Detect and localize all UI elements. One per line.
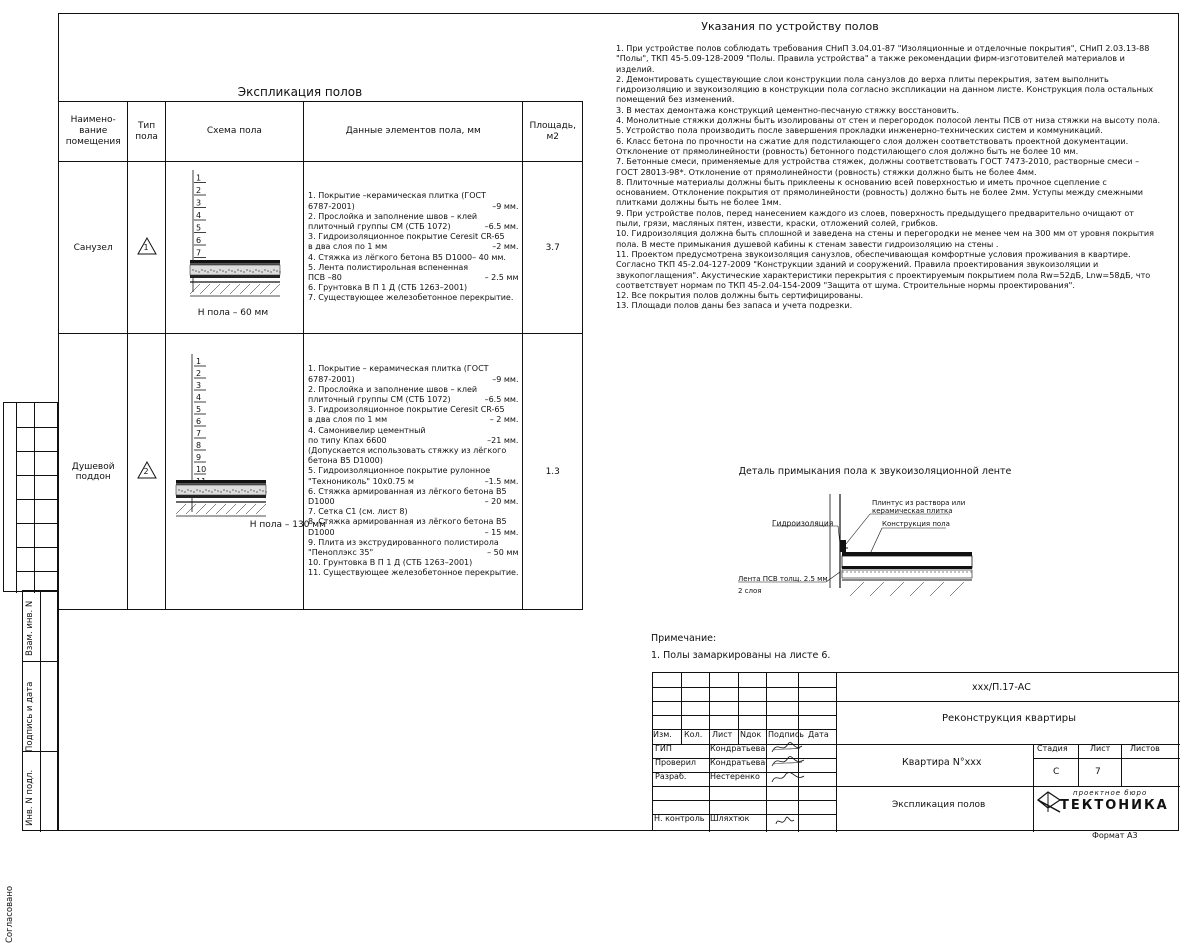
col-header-count: Кол.: [684, 730, 703, 739]
layer-line: 1. Покрытие – керамическая плитка (ГОСТ: [308, 364, 489, 374]
name-checked: Кондратьева: [710, 758, 766, 767]
layer-line: 9. Плита из экструдированного полистирола: [308, 537, 499, 547]
glue-layer: [176, 483, 266, 485]
role-norm-control: Н. контроль: [654, 814, 705, 823]
floor-scheme-cell: [165, 162, 303, 334]
layer-line: плиточный группы СМ (СТБ 1072) –6.5 мм.: [308, 221, 519, 231]
note-item: 11. Проектом предусмотрена звукоизоляция санузлов, обеспечивающая комфортные условия проживания в квартире. Согласно ТКП 45-2.04-127-2009 "Конструкции зданий и сооружений. Правила проектирования звукоизоляции и звукопоглащения". Акустические характеристики перекрытия с проектируемым покрытием пола Rw=52дБ, Lnw=58дБ, что соответствует нормам по ТКП 45-2.04-154-2009 "Защита от шума. Строительные нормы проектирования".: [616, 248, 1151, 290]
col-header-doc: Nдок: [740, 730, 762, 739]
company-name: ТЕКТОНИКА: [1060, 798, 1169, 813]
format-label: Формат А3: [1092, 831, 1138, 840]
layer-line: 8. Стяжка армированная из лёгкого бетона В5: [308, 517, 507, 527]
note-item: 2. Демонтировать существующие слои конструкции пола санузлов до верха плиты перекрытия, затем выполнить гидроизоляцию и звукоизоляцию в конструкции пола согласно экспликации на данном листе. Конструкция пола остальных помещений без изменений.: [616, 73, 1154, 105]
layer-number: 7: [195, 429, 201, 438]
screed-layer: [190, 265, 280, 275]
tape-label-2: 2 слоя: [738, 587, 762, 595]
layer-number: 5: [195, 223, 201, 233]
project-name: Реконструкция квартиры: [942, 713, 1076, 724]
layer-number: 4: [195, 211, 201, 220]
layer-line: 4. Самонивелир цементный: [308, 425, 426, 435]
screed-layer: [176, 485, 266, 495]
layer-line: плиточный группы СМ (СТБ 1072) –6.5 мм.: [308, 394, 519, 404]
remark-heading: Примечание:: [651, 633, 717, 644]
room-name: Душевой поддон: [59, 334, 128, 610]
sign-date-label: Подпись и дата: [25, 681, 35, 752]
layer-number: 1: [195, 173, 201, 183]
layer-number: 1: [195, 357, 201, 366]
layer-number: 9: [195, 453, 201, 462]
note-item: 1. При устройстве полов соблюдать требования СНиП 3.04.01-87 "Изоляционные и отделочные покрытия", СНиП 2.03.13-88 "Полы", ТКП 45-5.09-128-2009 "Полы. Правила устройства" а также рекомендации фирм-изготовителей материалов и изделий.: [616, 43, 1150, 74]
name-norm-control: Шляхтюк: [710, 814, 750, 823]
stage-label: Стадия: [1037, 744, 1068, 753]
name-gip: Кондратьева: [710, 744, 766, 753]
layer-line: "Технониколь" 10х0.75 м –1.5 мм.: [308, 476, 519, 486]
col-header-sheet: Лист: [712, 730, 733, 739]
waterproof-label: Гидроизоляция: [772, 519, 834, 528]
floor-scheme-diagram: [166, 334, 311, 610]
note-item: 8. Плиточные материалы должны быть приклеены к основанию всей поверхностью и иметь прочное сцепление с основанием. Отклонение покрытия от прямолинейности (ровность) должно быть не более 2мм. Уступы между смежными плитками должны быть не более 1мм.: [616, 176, 1144, 208]
col-header-change: Изм.: [653, 730, 672, 739]
note-item: 3. В местах демонтажа конструкций цементно-песчаную стяжку восстановить.: [616, 104, 960, 115]
room-name: Санузел: [59, 162, 128, 334]
floor-construction-label: Конструкция пола: [882, 520, 950, 528]
floor-type-marker: [137, 461, 157, 479]
layers-cell: [304, 162, 523, 334]
note-item: 4. Монолитные стяжки должны быть изолированы от стен и перегородок полосой ленты ПСВ от низа стяжки на высоту пола.: [616, 115, 1161, 126]
document-code: ххх/П.17-АС: [972, 682, 1031, 693]
name-developed: Нестеренко: [710, 772, 760, 781]
sheets-label: Листов: [1130, 744, 1160, 753]
note-item: 10. Гидроизоляция должна быть сплошной и заведена на стены и перегородки не менее чем на 300 мм от уровня покрытия пола. В месте примыкания душевой кабины к стенам завести гидроизоляцию на стены .: [616, 228, 1154, 249]
primer-layer: [190, 275, 280, 278]
table-header-row: [59, 102, 583, 162]
layer-number: 5: [195, 405, 201, 414]
explication-table: [58, 101, 583, 610]
role-checked: Проверил: [655, 758, 697, 767]
layer-line: 5. Лента полистирольная вспененная: [308, 262, 469, 272]
layer-line: 11. Существующее железобетонное перекрытие.: [308, 568, 519, 578]
layer-line: 7. Существующее железобетонное перекрытие.: [308, 293, 514, 303]
notes-list: [616, 43, 1161, 311]
note-item: 5. Устройство пола производить после завершения прокладки инженерно-технических систем и коммуникаций.: [616, 125, 1103, 136]
layers-list: [306, 191, 520, 303]
layers-cell: [304, 334, 523, 610]
layer-number: 4: [195, 393, 201, 402]
scheme-height-caption: H пола – 130 мм: [249, 520, 326, 530]
layer-number: 10: [195, 465, 206, 474]
company-logo-icon: [1036, 788, 1062, 814]
floor-type-number: 2: [143, 467, 149, 476]
floor-type-number: 1: [143, 243, 149, 252]
layer-line: 6. Стяжка армированная из лёгкого бетона В5: [308, 486, 507, 496]
layer-line: 6787-2001) –9 мм.: [308, 201, 519, 211]
floor-type-marker: [137, 237, 157, 255]
explication-title: Экспликация полов: [237, 85, 363, 99]
inv-no-label: Инв. N подл.: [25, 769, 35, 826]
table-row: [59, 334, 583, 610]
layer-line: 6. Грунтовка В П 1 Д (СТБ 1263–2001): [308, 283, 468, 293]
role-gip: ГИП: [655, 744, 672, 753]
col-scheme-header: Схема пола: [165, 102, 303, 162]
area-value: 3.7: [523, 162, 583, 334]
sheet-name: Экспликация полов: [892, 800, 986, 810]
floor-scheme-cell: [165, 334, 326, 610]
tape-label: Лента ПСВ толщ. 2.5 мм: [738, 575, 828, 583]
layer-line: D1000 – 20 мм.: [308, 497, 519, 506]
tile-layer: [190, 260, 280, 263]
col-header-sign: Подпись: [768, 730, 804, 739]
stage-value: С: [1053, 767, 1060, 777]
layer-number: 8: [195, 441, 201, 450]
primer-layer: [176, 495, 266, 498]
layer-line: (Допускается использовать стяжку из лёгкого: [308, 445, 507, 455]
company-subtitle: проектное бюро: [1073, 789, 1148, 797]
layers-list: [306, 364, 520, 578]
layer-number: 3: [195, 198, 201, 208]
col-area-header: Площадь, м2: [523, 102, 583, 162]
floor-type-cell: [128, 334, 165, 610]
note-item: 6. Класс бетона по прочности на сжатие для подстилающего слоя должен соответствовать проектной документации. Отклонение от прямолинейности (ровность) бетонного подстилающего слоя должно быть не более 10 мм.: [616, 135, 1129, 156]
layer-line: 1. Покрытие –керамическая плитка (ГОСТ: [308, 191, 487, 201]
col-data-header: Данные элементов пола, мм: [304, 102, 523, 162]
layer-number: 6: [195, 417, 201, 426]
note-item: 13. Площади полов даны без запаса и учета подрезки.: [616, 300, 853, 311]
object-name: Квартира N°ххх: [902, 757, 982, 768]
layer-line: 6787-2001) –9 мм.: [308, 374, 519, 384]
replace-inv-label: Взам. инв. N: [25, 600, 35, 656]
layer-number: 7: [195, 248, 201, 258]
area-value: 1.3: [523, 334, 583, 610]
floor-type-cell: [128, 162, 165, 334]
scheme-height-caption: H пола – 60 мм: [197, 308, 269, 318]
layer-line: "Пеноплэкс 35" – 50 мм: [308, 548, 519, 558]
layer-line: 7. Сетка С1 (см. лист 8): [308, 507, 408, 517]
col-room-header: Наимено- вание помещения: [59, 102, 128, 162]
sheet-value: 7: [1095, 767, 1101, 777]
layer-line: по типу Кпаx 6600 –21 мм.: [308, 435, 519, 445]
layer-line: в два слоя по 1 мм – 2 мм.: [308, 415, 519, 425]
layer-line: 5. Гидроизоляционное покрытие рулонное: [308, 466, 491, 476]
layer-number: 3: [195, 381, 201, 390]
layer-line: 3. Гидроизоляционное покрытие Ceresit CR-65: [308, 232, 505, 242]
remark-text: 1. Полы замаркированы на листе 6.: [651, 650, 831, 661]
layer-line: D1000 – 15 мм.: [308, 527, 519, 537]
note-item: 7. Бетонные смеси, применяемые для устройства стяжек, должны соответствовать ГОСТ 7473-2010, растворные смеси – ГОСТ 28013-98*. Отклонение от прямолинейности (ровность) стяжки должно быть не более 4мм.: [616, 156, 1140, 177]
detail-title: Деталь примыкания пола к звукоизоляционной ленте: [738, 466, 1012, 477]
layer-line: ПСВ –80 – 2.5 мм: [308, 273, 519, 282]
signatures-drawing: [768, 738, 808, 830]
note-item: 9. При устройстве полов, перед нанесением каждого из слоев, поверхность предыдущего предварительно очищают от пыли, грязи, масляных пятен, извести, краски, отложений солей, грибков.: [616, 207, 1134, 229]
layer-number: 2: [195, 369, 201, 378]
table-row: [59, 162, 583, 334]
layer-line: 4. Стяжка из лёгкого бетона В5 D1000– 40 мм.: [308, 252, 506, 262]
layer-line: бетона В5 D1000): [308, 456, 383, 466]
note-item: 12. Все покрытия полов должны быть сертифицированы.: [616, 290, 864, 301]
sheet-label: Лист: [1090, 744, 1111, 753]
layer-line: 3. Гидроизоляционное покрытие Ceresit CR-65: [308, 405, 505, 415]
plinth-label: Плинтус из раствора или: [872, 499, 966, 507]
notes-title: Указания по устройству полов: [701, 20, 879, 33]
col-header-date: Дата: [808, 730, 829, 739]
layer-line: 10. Грунтовка В П 1 Д (СТБ 1263–2001): [308, 558, 473, 568]
col-type-header: Тип пола: [128, 102, 165, 162]
layer-number: 6: [195, 236, 201, 245]
role-developed: Разраб.: [655, 772, 687, 781]
layer-number: 2: [195, 186, 201, 195]
layer-line: в два слоя по 1 мм –2 мм.: [308, 242, 519, 252]
plinth-label-2: керамическая плитка: [872, 507, 953, 515]
layer-line: 2. Прослойка и заполнение швов – клей: [308, 384, 478, 394]
layer-line: 2. Прослойка и заполнение швов – клей: [308, 211, 478, 221]
agreed-label: Согласовано: [5, 885, 15, 943]
glue-layer: [190, 263, 280, 265]
tile-layer: [176, 480, 266, 483]
